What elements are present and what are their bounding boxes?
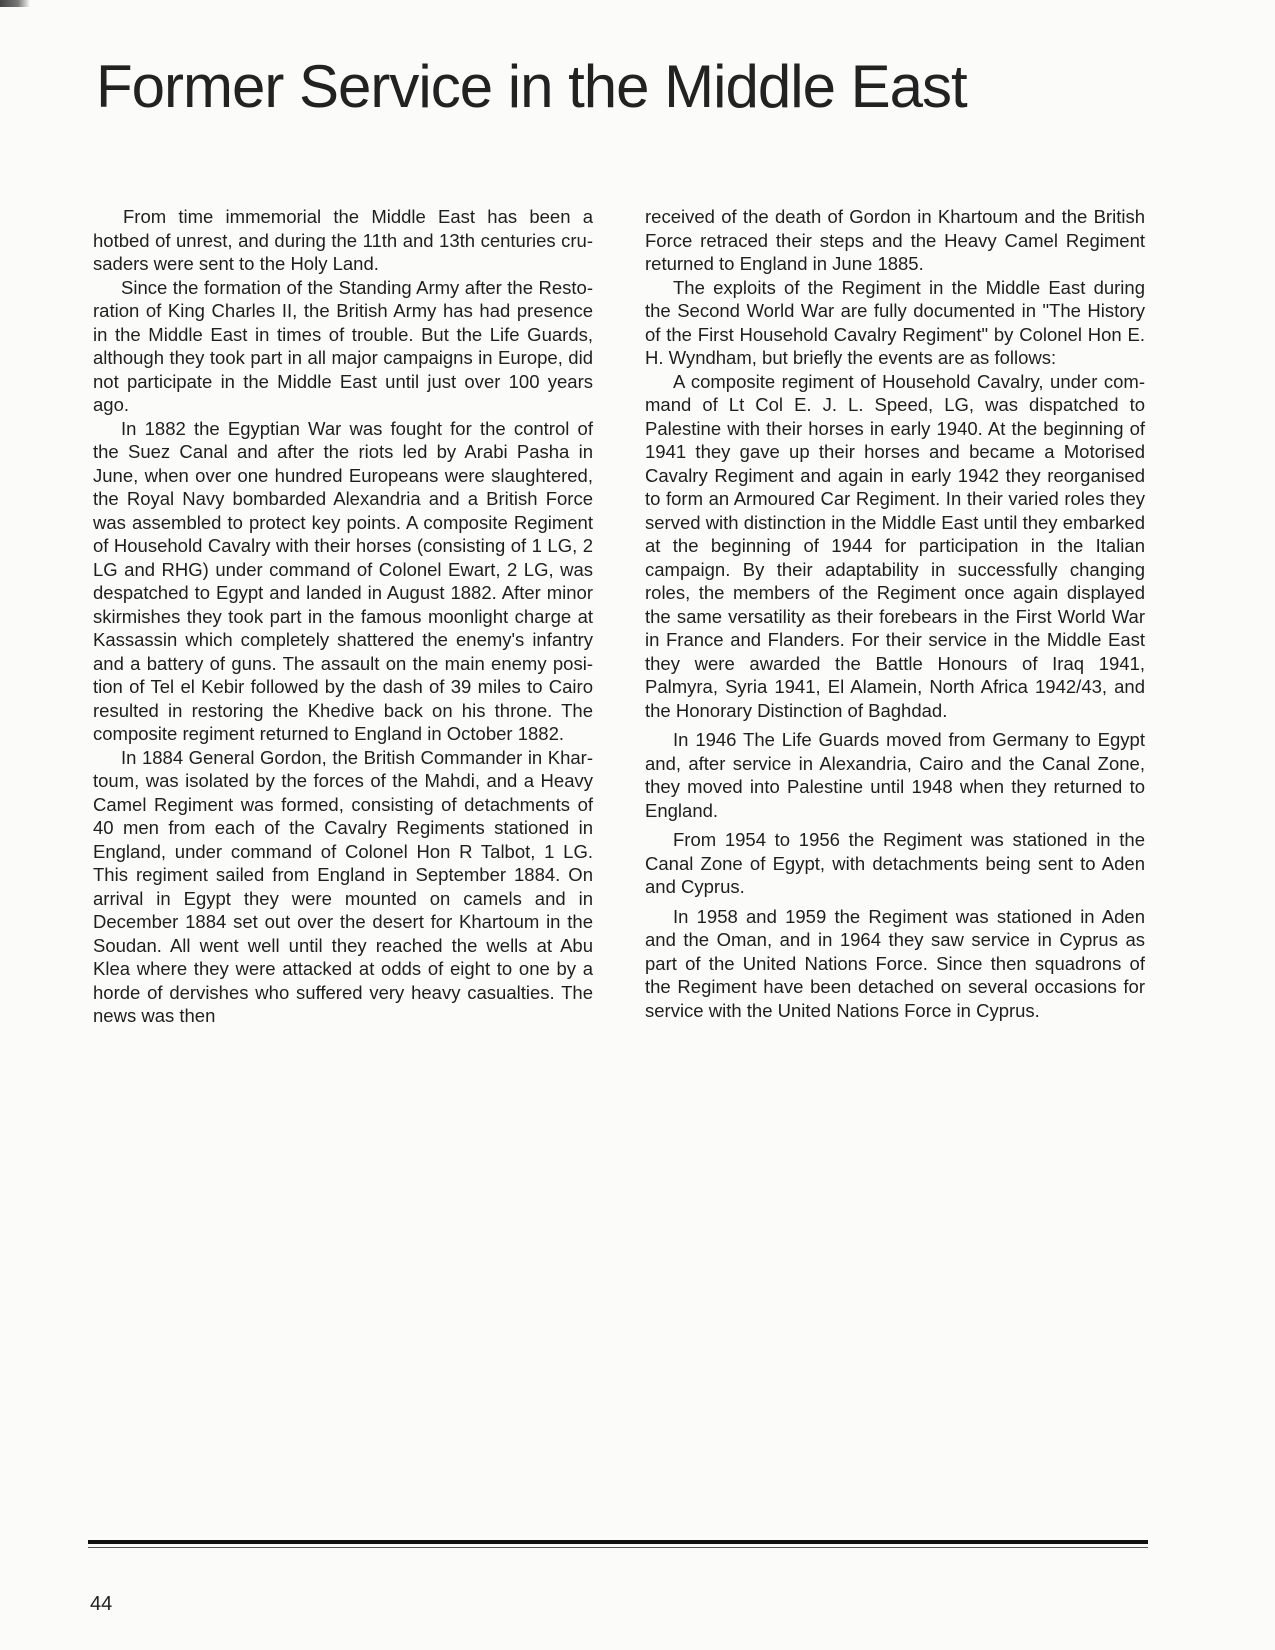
- page-number: 44: [90, 1593, 113, 1615]
- right-column: [645, 205, 1145, 1022]
- paragraph: In 1958 and 1959 the Regiment was stationed in Aden and the Oman, and in 1964 they saw service in Cyprus as part of the United Nations Force. Since then squadrons of the Regiment have been detached on several occasions for service with the United Nations Force in Cyprus.: [645, 905, 1145, 1021]
- paragraph: Since the formation of the Standing Army after the Restoration of King Charles II, the British Army has had presence in the Middle East in times of trouble. But the Life Guards, although they took part in all major campaigns in Europe, did not participate in the Middle East until just over 100 years ago.: [93, 276, 593, 415]
- left-column: [93, 205, 593, 1028]
- corner-scan-mark: [0, 0, 30, 7]
- paragraph: In 1882 the Egyptian War was fought for the control of the Suez Canal and after the riots led by Arabi Pasha in June, when over one hundred Europeans were slaughtered, the Royal Navy bombarded Alexandria and a British Force was assembled to protect key points. A composite Regiment of Household Cavalry with their horses (consisting of 1 LG, 2 LG and RHG) under command of Colonel Ewart, 2 LG, was despatched to Egypt and landed in August 1882. After minor skirmishes they took part in the famous moonlight charge at Kassassin which completely shattered the enemy's infantry and a battery of guns. The assault on the main enemy position of Tel el Kebir followed by the dash of 39 miles to Cairo resulted in restoring the Khedive back on his throne. The composite regiment returned to England in October 1882.: [93, 417, 593, 744]
- paragraph: A composite regiment of Household Cavalry, under command of Lt Col E. J. L. Speed, LG, was dispatched to Palestine with their horses in early 1940. At the beginning of 1941 they gave up their horses and became a Motorised Cavalry Regiment and again in early 1942 they reorganised to form an Armoured Car Regiment. In their varied roles they served with distinction in the Middle East until they embarked at the beginning of 1944 for participation in the Italian campaign. By their adaptability in successfully changing roles, the members of the Regiment once again displayed the same versatility as their forebears in the First World War in France and Flanders. For their service in the Middle East they were awarded the Battle Honours of Iraq 1941, Palmyra, Syria 1941, El Alamein, North Africa 1942/43, and the Honorary Distinction of Baghdad.: [645, 370, 1145, 721]
- paragraph: In 1946 The Life Guards moved from Germany to Egypt and, after service in Alexandria, Cairo and the Canal Zone, they moved into Palestine until 1948 when they returned to England.: [645, 729, 1145, 821]
- footer-rule: [88, 1540, 1148, 1544]
- page-title: Former Service in the Middle East: [96, 53, 967, 120]
- paragraph: In 1884 General Gordon, the British Commander in Khartoum, was isolated by the forces of the Mahdi, and a Heavy Camel Regiment was formed, consisting of detachments of 40 men from each of the Cavalry Regiments stationed in England, under command of Colonel Hon R Talbot, 1 LG. This regiment sailed from England in September 1884. On arrival in Egypt they were mounted on camels and in December 1884 set out over the desert for Khartoum in the Soudan. All went well until they reached the wells at Abu Klea where they were attacked at odds of eight to one by a horde of dervishes who suffered very heavy casualties. The news was then: [93, 746, 593, 1026]
- paragraph: received of the death of Gordon in Khartoum and the British Force retraced their steps and the Heavy Camel Regiment returned to England in June 1885.: [645, 206, 1145, 274]
- footer-rule-thin: [88, 1547, 1148, 1548]
- paragraph: From time immemorial the Middle East has been a hotbed of unrest, and during the 11th and 13th centuries crusaders were sent to the Holy Land.: [93, 206, 593, 274]
- paragraph: From 1954 to 1956 the Regiment was stationed in the Canal Zone of Egypt, with detachments being sent to Aden and Cyprus.: [645, 829, 1145, 897]
- paragraph: The exploits of the Regiment in the Middle East during the Second World War are fully documented in "The History of the First Household Cavalry Regiment" by Colonel Hon E. H. Wyndham, but briefly the events are as follows:: [645, 276, 1145, 368]
